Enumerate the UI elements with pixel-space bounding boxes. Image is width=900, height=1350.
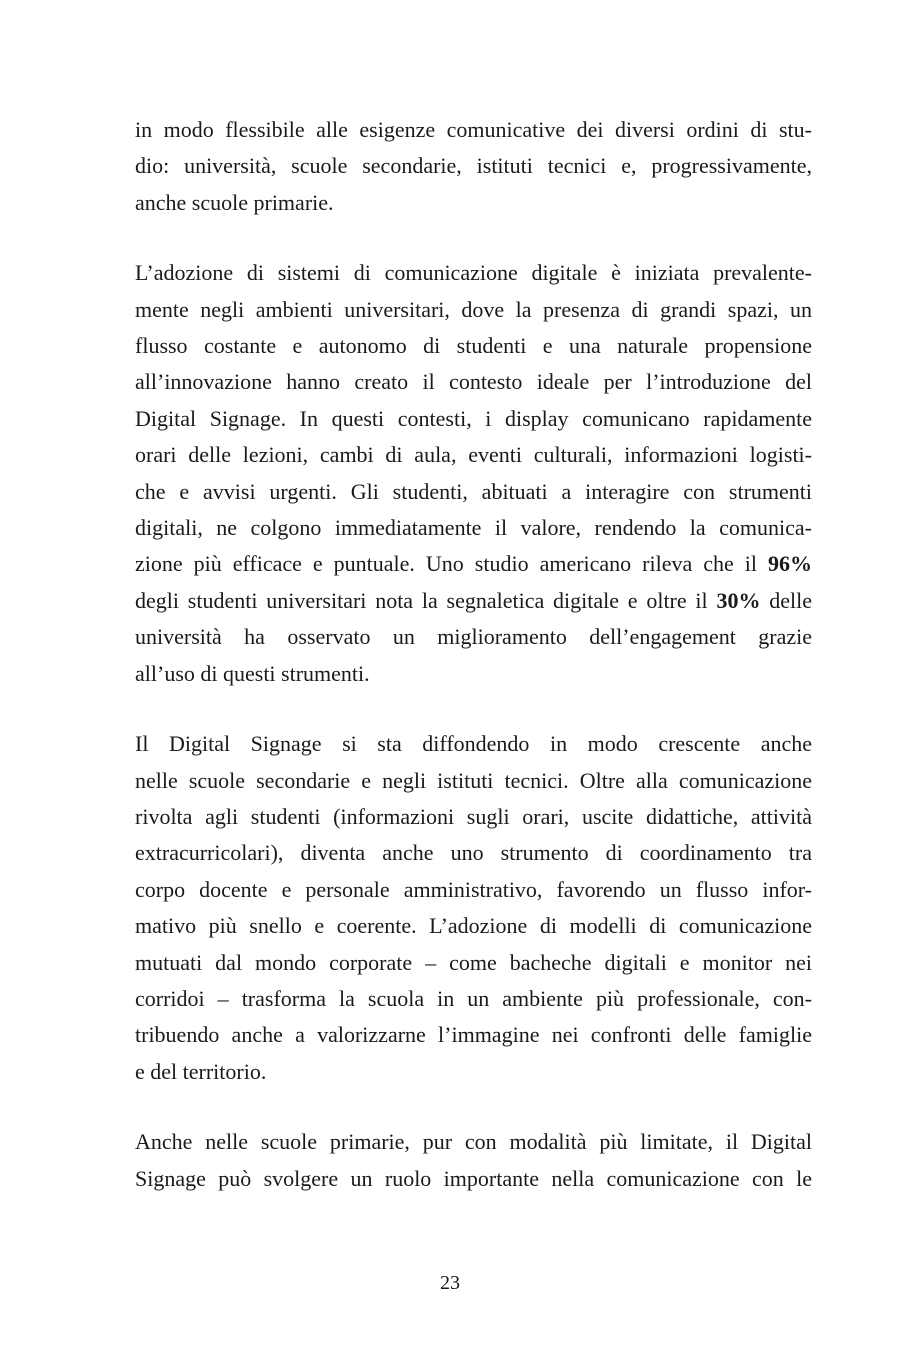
text-line: nelle scuole secondarie e negli istituti tecnici. Oltre alla comunicazione xyxy=(135,767,812,793)
paragraph-2 xyxy=(135,255,812,692)
statistic-30-percent: 30% xyxy=(716,587,761,613)
paragraph-3 xyxy=(135,726,812,1090)
paragraph-4 xyxy=(135,1124,812,1197)
text-line: tribuendo anche a valorizzarne l’immagine nei confronti delle famiglie xyxy=(135,1022,812,1048)
text-line: corridoi – trasforma la scuola in un ambiente più professionale, con- xyxy=(135,985,812,1011)
page-body xyxy=(135,112,812,1231)
text-line: mente negli ambienti universitari, dove la presenza di grandi spazi, un xyxy=(135,296,812,322)
text-segment: zione più efficace e puntuale. Uno studio americano rileva che il xyxy=(135,551,768,577)
text-line: L’adozione di sistemi di comunicazione digitale è iniziata prevalente- xyxy=(135,260,812,286)
paragraph-1 xyxy=(135,112,812,221)
text-line: all’uso di questi strumenti. xyxy=(135,660,370,686)
text-line: in modo flessibile alle esigenze comunicative dei diversi ordini di stu- xyxy=(135,117,812,142)
text-line: Signage può svolgere un ruolo importante nella comunicazione con le xyxy=(135,1165,812,1191)
text-line xyxy=(135,546,812,582)
text-line: Il Digital Signage si sta diffondendo in modo crescente anche xyxy=(135,731,812,757)
text-line: e del territorio. xyxy=(135,1058,267,1084)
text-line: rivolta agli studenti (informazioni sugli orari, uscite didattiche, attività xyxy=(135,803,812,829)
text-line xyxy=(135,583,812,619)
text-line: extracurricolari), diventa anche uno strumento di coordinamento tra xyxy=(135,840,812,866)
text-line: che e avvisi urgenti. Gli studenti, abituati a interagire con strumenti xyxy=(135,478,812,504)
text-line: orari delle lezioni, cambi di aula, eventi culturali, informazioni logisti- xyxy=(135,442,812,468)
text-line: all’innovazione hanno creato il contesto ideale per l’introduzione del xyxy=(135,369,812,395)
text-line: dio: università, scuole secondarie, istituti tecnici e, progressivamente, xyxy=(135,153,812,179)
text-line: digitali, ne colgono immediatamente il valore, rendendo la comunica- xyxy=(135,515,812,541)
text-line: Digital Signage. In questi contesti, i display comunicano rapidamente xyxy=(135,405,812,431)
text-line: anche scuole primarie. xyxy=(135,189,334,215)
text-line: corpo docente e personale amministrativo, favorendo un flusso infor- xyxy=(135,876,812,902)
text-segment: delle xyxy=(760,587,812,613)
text-line: Anche nelle scuole primarie, pur con modalità più limitate, il Digital xyxy=(135,1129,812,1155)
text-line: flusso costante e autonomo di studenti e una naturale propensione xyxy=(135,333,812,359)
text-segment: degli studenti universitari nota la segnaletica digitale e oltre il xyxy=(135,587,717,613)
text-line: mativo più snello e coerente. L’adozione di modelli di comunicazione xyxy=(135,913,812,939)
text-line: mutuati dal mondo corporate – come bacheche digitali e monitor nei xyxy=(135,949,812,975)
page-number: 23 xyxy=(440,1272,460,1294)
text-line: università ha osservato un miglioramento dell’engagement grazie xyxy=(135,624,812,650)
statistic-96-percent: 96% xyxy=(768,551,812,577)
